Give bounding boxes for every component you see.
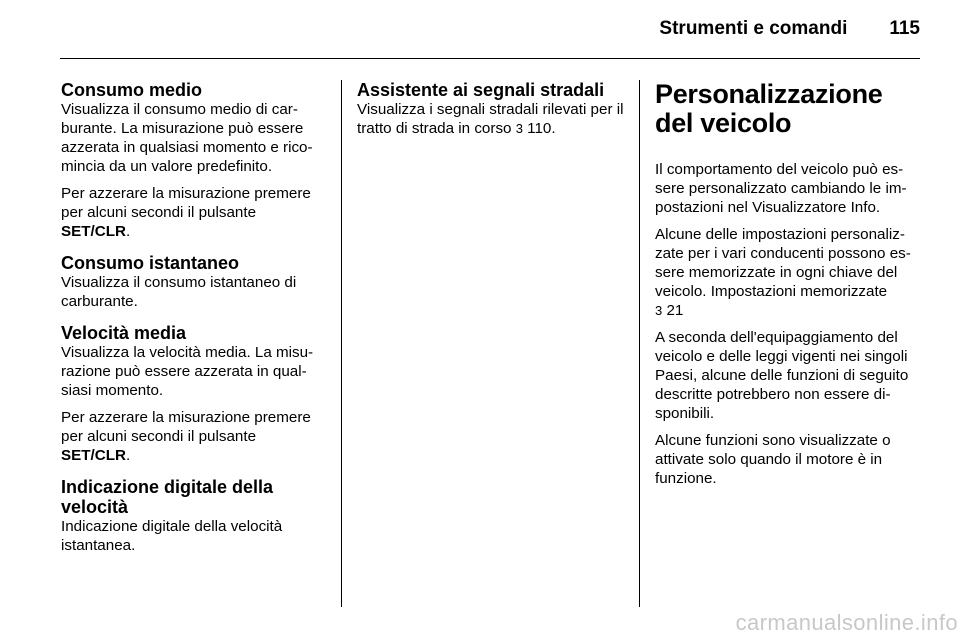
paragraph bbox=[61, 408, 327, 465]
paragraph: Indicazione digitale della velocità istantanea. bbox=[61, 518, 283, 554]
page-reference[interactable]: 110. bbox=[522, 120, 556, 137]
paragraph-text: Per azzerare la misurazione premere per alcuni secondi il pulsante bbox=[61, 185, 311, 221]
column-divider-2 bbox=[639, 80, 640, 607]
section-consumo-medio bbox=[61, 80, 327, 241]
column-3 bbox=[655, 80, 923, 496]
paragraph-text: Per azzerare la misurazione premere per alcuni secondi il pulsante bbox=[61, 409, 311, 445]
column-divider-1 bbox=[341, 80, 342, 607]
heading-consumo-medio: Consumo medio bbox=[61, 80, 203, 100]
page-reference-icon: 3 bbox=[655, 303, 663, 318]
column-1 bbox=[61, 80, 327, 567]
button-name: SET/CLR bbox=[61, 447, 126, 464]
punctuation: . bbox=[125, 447, 131, 464]
watermark: carmanualsonline.info bbox=[735, 610, 958, 635]
heading-indicazione-digitale: Indicazione digitale della velocità bbox=[61, 477, 274, 517]
paragraph: Visualizza il consumo istantaneo di carburante. bbox=[61, 274, 297, 310]
paragraph: Alcune funzioni sono visualizzate o attivate solo quando il motore è in funzione. bbox=[655, 432, 891, 487]
page-reference-icon: 3 bbox=[515, 121, 523, 136]
punctuation: . bbox=[125, 223, 131, 240]
page-reference[interactable]: 21 bbox=[662, 302, 684, 319]
heading-velocita-media: Velocità media bbox=[61, 323, 187, 343]
section-indicazione-digitale bbox=[61, 477, 327, 555]
paragraph bbox=[357, 100, 625, 138]
section-assistente-segnali bbox=[357, 80, 625, 138]
heading-consumo-istantaneo: Consumo istantaneo bbox=[61, 253, 240, 273]
paragraph: A seconda dell'equipaggiamento del veicolo e delle leggi vigenti nei singoli Paesi, alcune delle funzioni di seguito descritte potrebbero non essere di-sponibili. bbox=[655, 329, 909, 422]
paragraph bbox=[655, 225, 923, 320]
page-header bbox=[60, 18, 920, 48]
paragraph: Visualizza la velocità media. La misu-razione può essere azzerata in qual-siasi momento. bbox=[61, 344, 314, 399]
paragraph bbox=[61, 184, 327, 241]
heading-assistente-segnali: Assistente ai segnali stradali bbox=[357, 80, 605, 100]
section-title-personalizzazione: Personalizzazione del veicolo bbox=[655, 79, 883, 138]
column-2 bbox=[357, 80, 625, 150]
paragraph-text: Alcune delle impostazioni personaliz-zate per i vari conducenti possono es-sere memorizzate in ogni chiave del veicolo. Impostazioni memorizzate bbox=[655, 226, 911, 300]
header-rule bbox=[60, 58, 920, 59]
section-velocita-media bbox=[61, 323, 327, 465]
header-title: Strumenti e comandi bbox=[659, 18, 848, 39]
paragraph: Visualizza il consumo medio di car-burante. La misurazione può essere azzerata in qualsiasi momento e rico-mincia da un valore predefinito. bbox=[61, 101, 313, 175]
section-consumo-istantaneo bbox=[61, 253, 327, 311]
button-name: SET/CLR bbox=[61, 223, 126, 240]
paragraph: Il comportamento del veicolo può es-sere personalizzato cambiando le im-postazioni nel Visualizzatore Info. bbox=[655, 161, 907, 216]
page-number: 115 bbox=[889, 18, 920, 39]
paragraph-text: Visualizza i segnali stradali rilevati per il tratto di strada in corso bbox=[357, 101, 624, 137]
